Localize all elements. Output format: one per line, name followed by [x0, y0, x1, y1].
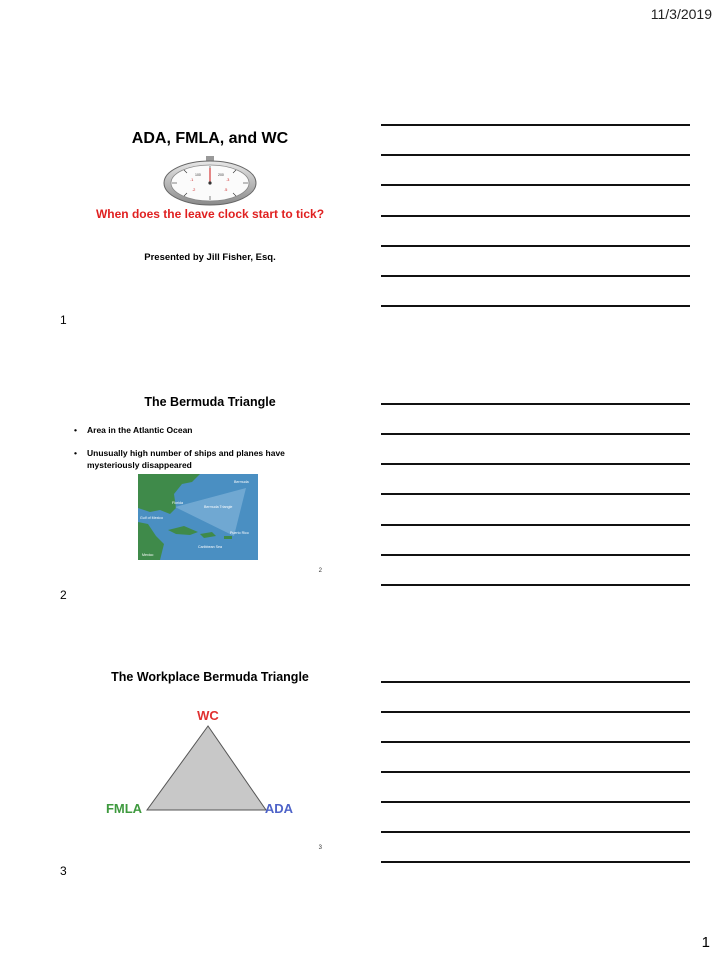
note-line: [381, 771, 690, 773]
note-line: [381, 275, 690, 277]
slide-label: 2: [60, 588, 67, 602]
map-label: Caribbean Sea: [198, 545, 222, 549]
slide-number: 3: [318, 845, 322, 851]
note-line: [381, 681, 690, 683]
svg-text:.3: .3: [226, 177, 230, 182]
svg-text:200: 200: [218, 173, 224, 177]
note-line: [381, 711, 690, 713]
note-line: [381, 861, 690, 863]
svg-text:.2: .2: [192, 187, 196, 192]
note-line: [381, 801, 690, 803]
triangle-label-wc: WC: [197, 708, 219, 723]
note-line: [381, 305, 690, 307]
note-line: [381, 524, 690, 526]
note-line: [381, 741, 690, 743]
presenter-name: Presented by Jill Fisher, Esq.: [144, 252, 276, 263]
triangle-label-fmla: FMLA: [105, 801, 143, 816]
note-line: [381, 124, 690, 126]
map-label: Bermuda: [234, 480, 249, 484]
note-line: [381, 245, 690, 247]
note-line: [381, 463, 690, 465]
map-label: Florida: [172, 501, 183, 505]
note-line: [381, 493, 690, 495]
bermuda-map-image: [138, 474, 258, 560]
note-line: [381, 831, 690, 833]
slide-number: 2: [318, 568, 322, 574]
slide-title: The Workplace Bermuda Triangle: [111, 670, 309, 684]
svg-text:100: 100: [195, 173, 201, 177]
slide-label: 1: [60, 313, 67, 327]
note-line: [381, 433, 690, 435]
note-line: [381, 215, 690, 217]
slide-title: The Bermuda Triangle: [144, 395, 276, 409]
slide-3: [60, 650, 360, 875]
bullet-item: • Area in the Atlantic Ocean: [74, 425, 324, 436]
note-line: [381, 554, 690, 556]
map-label: Mexico: [142, 553, 154, 557]
map-label: Bermuda Triangle: [204, 505, 233, 509]
stopwatch-icon: [162, 156, 258, 206]
note-line: [381, 154, 690, 156]
bullet-item: • Unusually high number of ships and planes have mysteriously disappeared: [74, 448, 324, 471]
svg-text:.5: .5: [224, 187, 228, 192]
note-line: [381, 403, 690, 405]
svg-text:.1: .1: [190, 177, 194, 182]
slide-label: 3: [60, 864, 67, 878]
note-line: [381, 184, 690, 186]
print-date: 11/3/2019: [650, 6, 712, 22]
slide-2: [60, 375, 360, 600]
slide-subtitle: When does the leave clock start to tick?: [95, 207, 325, 221]
map-label: Puerto Rico: [230, 531, 249, 535]
map-label: Gulf of Mexico: [140, 516, 163, 520]
triangle-label-ada: ADA: [264, 801, 294, 816]
slide-1: [60, 100, 360, 325]
workplace-triangle-diagram: [100, 706, 320, 821]
page-number: 1: [701, 934, 710, 951]
note-line: [381, 584, 690, 586]
slide-title: ADA, FMLA, and WC: [131, 130, 289, 147]
